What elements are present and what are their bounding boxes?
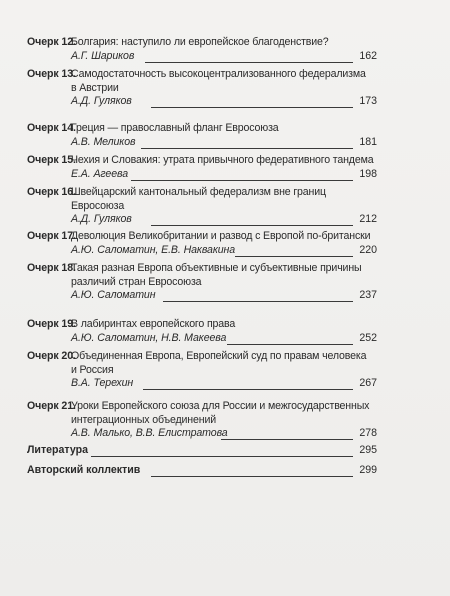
leader-line: [163, 301, 353, 302]
author-row: [71, 168, 377, 182]
entry-title-continued: в Австрии: [71, 81, 119, 94]
entry-label: Очерк 15.: [27, 154, 76, 166]
entry-label: Очерк 18.: [27, 262, 76, 274]
entry-page-number: 267: [359, 377, 377, 390]
leader-line: [151, 225, 353, 226]
entry-body: [71, 154, 377, 181]
literature-title: Литература: [27, 444, 88, 456]
toc-entry-literature[interactable]: [27, 444, 377, 458]
entry-author: А.Ю. Саломатин, Е.В. Наквакина: [71, 243, 236, 256]
entry-body: [71, 230, 377, 257]
leader-line: [143, 389, 353, 390]
leader-line: [221, 439, 353, 440]
entry-body: [71, 350, 377, 391]
entry-author: Е.А. Агеева: [71, 167, 129, 180]
entry-title: В лабиринтах европейского права: [71, 318, 236, 330]
author-row: [71, 50, 377, 64]
entry-author: А.Ю. Саломатин, Н.В. Макеева: [71, 331, 227, 344]
entry-author: А.Д. Гуляков: [71, 95, 132, 108]
leader-line: [91, 456, 353, 457]
author-row: [71, 289, 377, 303]
entry-title-continued: интеграционных объединений: [71, 413, 216, 426]
author-row: [71, 95, 377, 109]
author-row: [71, 213, 377, 227]
entry-label: Очерк 21.: [27, 400, 76, 412]
entry-body: [71, 400, 377, 441]
leader-line: [235, 256, 353, 257]
entry-title: Объединенная Европа, Европейский суд по правам человека: [71, 350, 367, 362]
entry-title-continued: различий стран Евросоюза: [71, 275, 202, 288]
leader-line: [141, 148, 353, 149]
entry-body: [71, 122, 377, 149]
leader-line: [227, 344, 353, 345]
entry-title-continued: Евросоюза: [71, 199, 125, 212]
entry-page-number: 181: [359, 135, 377, 148]
entry-title: Деволюция Великобритании и развод с Европой по-британски: [71, 230, 371, 242]
entry-page-number: 162: [359, 49, 377, 62]
entry-body: [71, 186, 377, 227]
author-row: [71, 244, 377, 258]
entry-page-number: 237: [359, 289, 377, 302]
authors-page-number: 299: [359, 464, 377, 476]
entry-body: [71, 68, 377, 109]
entry-page-number: 198: [359, 167, 377, 180]
entry-label: Очерк 19.: [27, 318, 76, 330]
entry-label: Очерк 16.: [27, 186, 76, 198]
entry-author: А.В. Меликов: [71, 135, 136, 148]
entry-page-number: 212: [359, 213, 377, 226]
entry-body: [71, 262, 377, 303]
author-row: [71, 332, 377, 346]
entry-author: А.В. Малько, В.В. Елистратова: [71, 427, 228, 440]
authors-title: Авторский коллектив: [27, 464, 141, 476]
toc-entry-authors[interactable]: [27, 464, 377, 478]
entry-body: [71, 36, 377, 63]
entry-label: Очерк 14.: [27, 122, 76, 134]
entry-title: Такая разная Европа объективные и субъективные причины: [71, 262, 362, 274]
entry-page-number: 173: [359, 95, 377, 108]
entry-page-number: 278: [359, 427, 377, 440]
entry-label: Очерк 13.: [27, 68, 76, 80]
entry-page-number: 220: [359, 243, 377, 256]
entry-title: Греция — православный фланг Евросоюза: [71, 122, 279, 134]
author-row: [71, 377, 377, 391]
entry-author: А.Г. Шариков: [71, 49, 135, 62]
author-row: [71, 427, 377, 441]
entry-title: Самодостаточность высокоцентрализованного федерализма: [71, 68, 366, 80]
literature-page-number: 295: [359, 444, 377, 456]
leader-line: [151, 107, 353, 108]
entry-label: Очерк 12.: [27, 36, 76, 48]
leader-line: [145, 62, 353, 63]
entry-label: Очерк 17.: [27, 230, 76, 242]
entry-title: Чехия и Словакия: утрата привычного федеративного тандема: [71, 154, 374, 166]
entry-title-continued: и Россия: [71, 363, 114, 376]
entry-title: Швейцарский кантональный федерализм вне границ: [71, 186, 326, 198]
leader-line: [131, 180, 353, 181]
entry-author: А.Ю. Саломатин: [71, 289, 156, 302]
entry-title: Болгария: наступило ли европейское благоденствие?: [71, 36, 329, 48]
author-row: [71, 136, 377, 150]
entry-page-number: 252: [359, 331, 377, 344]
entry-body: [71, 318, 377, 345]
leader-line: [151, 476, 353, 477]
entry-title: Уроки Европейского союза для России и межгосударственных: [71, 400, 370, 412]
entry-label: Очерк 20.: [27, 350, 76, 362]
entry-author: В.А. Терехин: [71, 377, 134, 390]
entry-author: А.Д. Гуляков: [71, 213, 132, 226]
